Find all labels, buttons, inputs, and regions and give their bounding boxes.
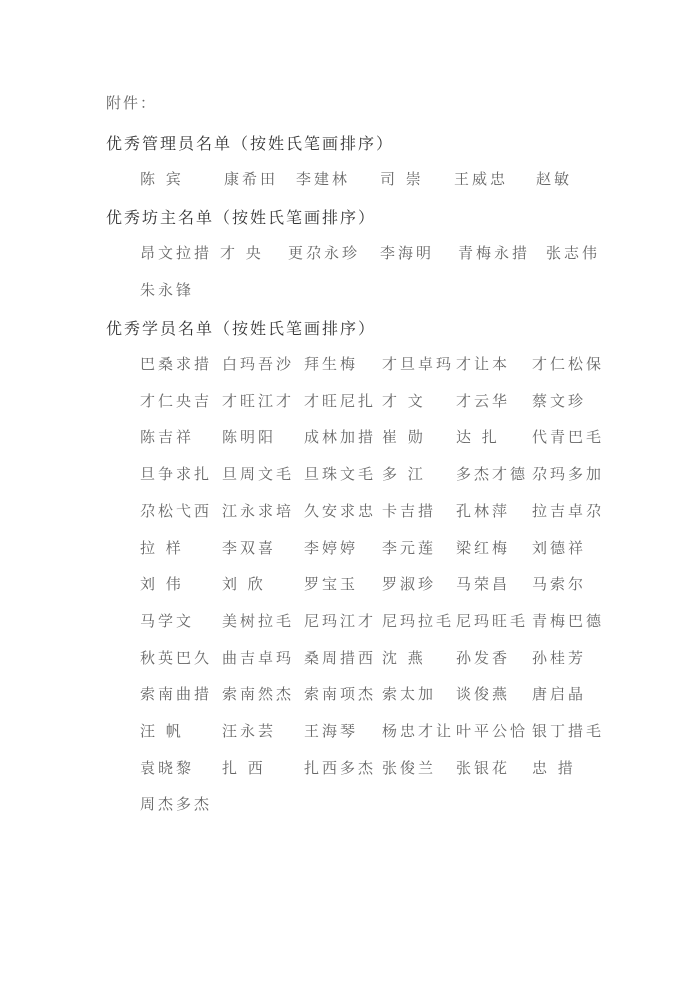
person-name: 才让本 (456, 355, 511, 373)
person-name: 才云华 (456, 391, 511, 410)
person-name: 赵敏 (536, 170, 573, 188)
person-name: 桑周措西 (304, 648, 377, 667)
person-name: 拉 样 (140, 538, 184, 557)
person-name: 唐启晶 (532, 685, 587, 704)
person-name: 才仁松保 (532, 355, 605, 373)
person-name: 银丁措毛 (532, 722, 605, 740)
person-name: 旦珠文毛 (304, 465, 377, 484)
person-name: 沈 燕 (382, 648, 426, 667)
person-name: 索南曲措 (140, 685, 213, 704)
person-name: 多 江 (382, 465, 426, 484)
person-name: 张俊兰 (382, 758, 437, 777)
person-name: 王海琴 (304, 722, 359, 740)
person-name: 尕松弋西 (140, 501, 213, 520)
person-name: 朱永锋 (140, 281, 195, 299)
person-name: 叶平公恰 (456, 722, 529, 740)
person-name: 蔡文珍 (532, 391, 587, 410)
person-name: 杨忠才让 (382, 722, 455, 740)
person-name: 秋英巴久 (140, 648, 213, 667)
person-name: 尼玛拉毛 (382, 611, 455, 630)
person-name: 才 文 (382, 391, 426, 410)
person-name: 旦周文毛 (222, 465, 295, 484)
person-name: 李元莲 (382, 538, 437, 557)
person-name: 李婷婷 (304, 538, 359, 557)
person-name: 多杰才德 (456, 465, 529, 484)
person-name: 才 央 (220, 244, 264, 262)
person-name: 美树拉毛 (222, 611, 295, 630)
person-name: 白玛吾沙 (222, 355, 295, 373)
person-name: 袁晓黎 (140, 758, 195, 777)
person-name: 尼玛江才 (304, 611, 377, 630)
person-name: 才旺尼扎 (304, 391, 377, 410)
person-name: 更尕永珍 (288, 244, 361, 262)
person-name: 马学文 (140, 611, 195, 630)
person-name: 才旺江才 (222, 391, 295, 410)
person-name: 尼玛旺毛 (456, 611, 529, 630)
person-name: 孙桂芳 (532, 648, 587, 667)
person-name: 刘德祥 (532, 538, 587, 557)
person-name: 罗淑珍 (382, 575, 437, 594)
person-name: 巴桑求措 (140, 355, 213, 373)
person-name: 李海明 (380, 244, 435, 262)
person-name: 康希田 (224, 170, 279, 188)
person-name: 刘 欣 (222, 575, 266, 594)
person-name: 旦争求扎 (140, 465, 213, 484)
person-name: 扎西多杰 (304, 758, 377, 777)
person-name: 陈吉祥 (140, 428, 195, 447)
person-name: 青梅巴德 (532, 611, 605, 630)
person-name: 陈明阳 (222, 428, 277, 447)
person-name: 索南项杰 (304, 685, 377, 704)
person-name: 汪永芸 (222, 722, 277, 740)
person-name: 才旦卓玛 (382, 355, 455, 373)
section-heading-admins: 优秀管理员名单（按姓氏笔画排序） (106, 134, 395, 153)
person-name: 卡吉措 (382, 501, 437, 520)
person-name: 谈俊燕 (456, 685, 511, 704)
person-name: 孙发香 (456, 648, 511, 667)
person-name: 司 崇 (380, 170, 424, 188)
person-name: 昂文拉措 (140, 244, 213, 262)
person-name: 青梅永措 (458, 244, 531, 262)
person-name: 达 扎 (456, 428, 500, 447)
section-heading-hosts: 优秀坊主名单（按姓氏笔画排序） (106, 208, 377, 227)
person-name: 马索尔 (532, 575, 587, 594)
person-name: 忠 措 (532, 758, 576, 777)
person-name: 孔林萍 (456, 501, 511, 520)
person-name: 索南然杰 (222, 685, 295, 704)
person-name: 久安求忠 (304, 501, 377, 520)
person-name: 拉吉卓尕 (532, 501, 605, 520)
person-name: 周杰多杰 (140, 795, 213, 814)
person-name: 刘 伟 (140, 575, 184, 594)
person-name: 尕玛多加 (532, 465, 605, 484)
person-name: 代青巴毛 (532, 428, 605, 447)
person-name: 才仁央吉 (140, 391, 213, 410)
person-name: 扎 西 (222, 758, 266, 777)
person-name: 李建林 (296, 170, 351, 188)
person-name: 张志伟 (546, 244, 601, 262)
person-name: 罗宝玉 (304, 575, 359, 594)
person-name: 曲吉卓玛 (222, 648, 295, 667)
person-name: 梁红梅 (456, 538, 511, 557)
section-heading-students: 优秀学员名单（按姓氏笔画排序） (106, 319, 377, 338)
person-name: 张银花 (456, 758, 511, 777)
person-name: 马荣昌 (456, 575, 511, 594)
person-name: 江永求培 (222, 501, 295, 520)
person-name: 汪 帆 (140, 722, 184, 740)
person-name: 成林加措 (304, 428, 377, 447)
person-name: 王威忠 (454, 170, 509, 188)
person-name: 崔 勋 (382, 428, 426, 447)
person-name: 陈 宾 (140, 170, 184, 188)
person-name: 李双喜 (222, 538, 277, 557)
person-name: 拜生梅 (304, 355, 359, 373)
attachment-label: 附件： (106, 94, 158, 112)
person-name: 索太加 (382, 685, 437, 704)
